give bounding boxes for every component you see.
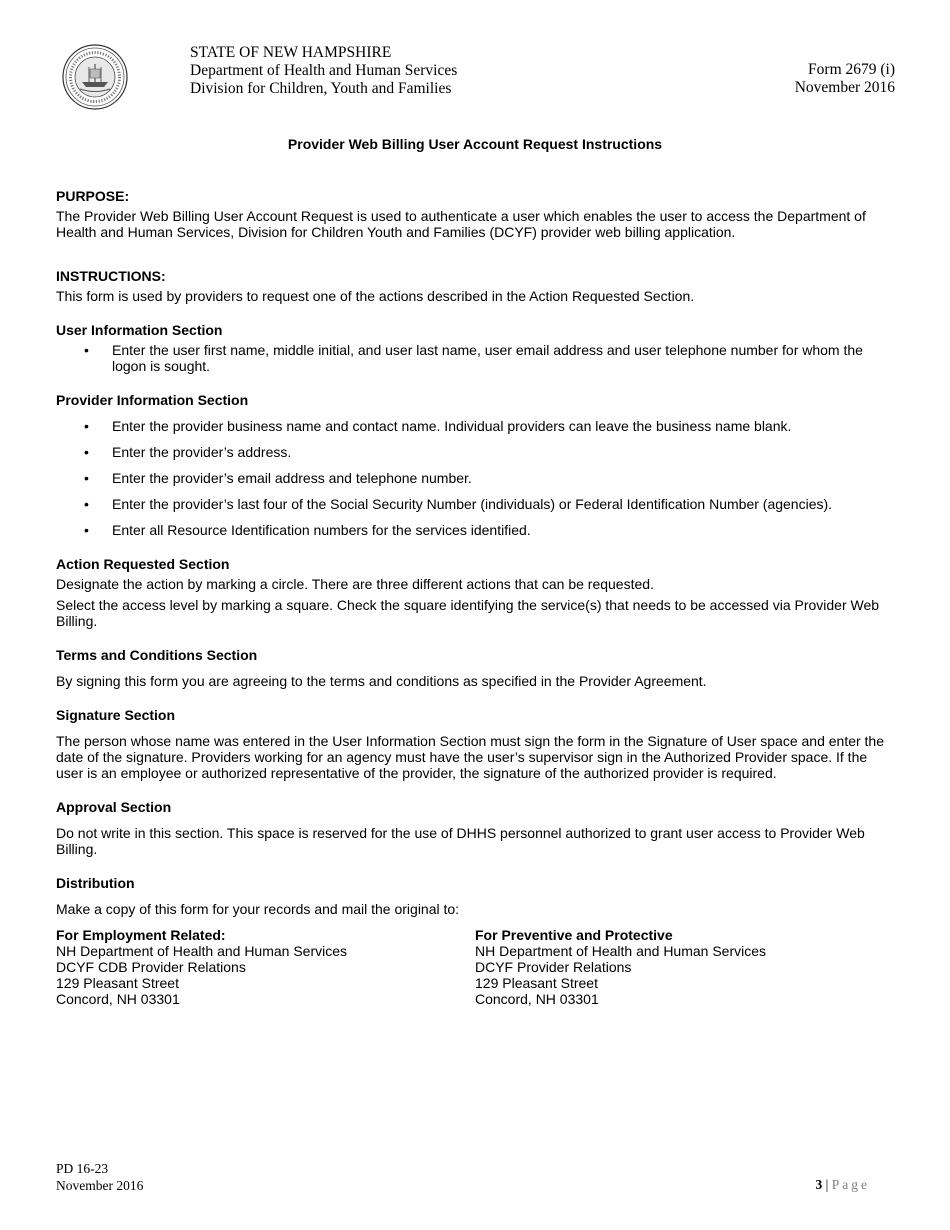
list-item-text: Enter the provider’s email address and telephone number.	[112, 470, 472, 486]
provider-info-heading: Provider Information Section	[56, 392, 249, 408]
agency-line: Department of Health and Human Services	[190, 62, 458, 79]
distribution-text: Make a copy of this form for your records and mail the original to:	[56, 901, 460, 917]
list-item	[56, 470, 894, 486]
instructions-body	[56, 136, 894, 1007]
user-info-heading: User Information Section	[56, 322, 223, 338]
signature-heading: Signature Section	[56, 707, 176, 723]
list-item-text: Enter the provider’s address.	[112, 444, 292, 460]
terms-text: By signing this form you are agreeing to the terms and conditions as specified in the Provider Agreement.	[56, 673, 707, 689]
list-item-text: Enter the user first name, middle initial, and user last name, user email address and user telephone number for whom the logon is sought.	[112, 342, 863, 374]
action-requested-text: Designate the action by marking a circle. There are three different actions that can be requested.	[56, 576, 654, 592]
bullet-icon: •	[84, 444, 89, 460]
footer-date: November 2016	[56, 1178, 144, 1193]
address-line: NH Department of Health and Human Services	[475, 943, 767, 959]
provider-info-list	[56, 418, 894, 538]
form-date: November 2016	[794, 79, 895, 96]
address-heading: For Preventive and Protective	[475, 927, 673, 943]
list-item	[56, 522, 894, 538]
page-separator: |	[822, 1177, 832, 1192]
user-info-list	[56, 342, 894, 374]
agency-line: Division for Children, Youth and Families	[190, 80, 452, 97]
footer-code: PD 16-23	[56, 1161, 109, 1176]
list-item	[56, 496, 894, 512]
action-requested-text: Select the access level by marking a square. Check the square identifying the service(s) that needs to be accessed via Provider Web Billing.	[56, 597, 880, 629]
list-item-text: Enter the provider’s last four of the Social Security Number (individuals) or Federal Identification Number (agencies).	[112, 496, 833, 512]
address-block	[475, 927, 894, 1007]
agency-header	[190, 44, 457, 98]
document-title: Provider Web Billing User Account Request Instructions	[287, 136, 663, 152]
form-identifier	[795, 61, 895, 97]
mailing-addresses	[56, 927, 894, 1007]
address-line: DCYF CDB Provider Relations	[56, 959, 246, 975]
list-item-text: Enter all Resource Identification numbers for the services identified.	[112, 522, 531, 538]
address-line: 129 Pleasant Street	[475, 975, 598, 991]
address-line: DCYF Provider Relations	[475, 959, 632, 975]
state-seal-icon	[62, 44, 128, 110]
instructions-heading: INSTRUCTIONS:	[56, 268, 166, 284]
distribution-heading: Distribution	[56, 875, 135, 891]
instructions-text: This form is used by providers to request one of the actions described in the Action Requested Section.	[56, 288, 695, 304]
bullet-icon: •	[84, 470, 89, 486]
page-number-value: 3	[815, 1177, 823, 1192]
purpose-heading: PURPOSE:	[56, 188, 130, 204]
list-item-text: Enter the provider business name and contact name. Individual providers can leave the business name blank.	[112, 418, 792, 434]
bullet-icon: •	[84, 342, 89, 358]
agency-line: STATE OF NEW HAMPSHIRE	[190, 44, 392, 61]
page-label: Page	[831, 1177, 870, 1192]
footer-info	[56, 1160, 143, 1194]
form-number: Form 2679 (i)	[808, 61, 895, 78]
bullet-icon: •	[84, 418, 89, 434]
address-line: Concord, NH 03301	[475, 991, 599, 1007]
bullet-icon: •	[84, 496, 89, 512]
address-heading: For Employment Related:	[56, 927, 226, 943]
list-item	[56, 444, 894, 460]
list-item	[56, 342, 894, 374]
approval-text: Do not write in this section. This space is reserved for the use of DHHS personnel authorized to grant user access to Provider Web Billing.	[56, 825, 865, 857]
approval-heading: Approval Section	[56, 799, 172, 815]
address-line: Concord, NH 03301	[56, 991, 180, 1007]
bullet-icon: •	[84, 522, 89, 538]
address-block	[56, 927, 475, 1007]
terms-heading: Terms and Conditions Section	[56, 647, 258, 663]
signature-text: The person whose name was entered in the User Information Section must sign the form in the Signature of User space and enter the date of the signature. Providers working for an agency must have the user’s supervisor sign in the Authorized Provider space. If the user is an employee or authorized representative of the provider, the signature of the authorized provider is required.	[56, 733, 885, 781]
list-item	[56, 418, 894, 434]
purpose-text: The Provider Web Billing User Account Request is used to authenticate a user which enables the user to access the Department of Health and Human Services, Division for Children Youth and Families (DCYF) provider web billing application.	[56, 208, 866, 240]
action-requested-heading: Action Requested Section	[56, 556, 230, 572]
page-number	[816, 1177, 870, 1193]
address-line: NH Department of Health and Human Services	[56, 943, 348, 959]
address-line: 129 Pleasant Street	[56, 975, 179, 991]
